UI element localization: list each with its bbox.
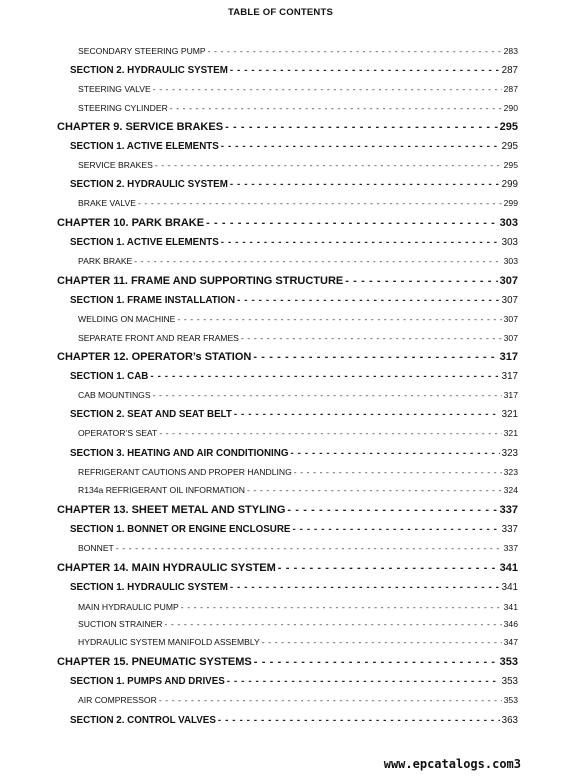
toc-page-number: 323 bbox=[501, 449, 518, 459]
toc-section-row[interactable] bbox=[70, 677, 518, 687]
toc-section-row[interactable] bbox=[70, 583, 518, 593]
toc-section-row[interactable] bbox=[70, 372, 518, 382]
toc-entry-title: SEPARATE FRONT AND REAR FRAMES bbox=[78, 334, 239, 343]
dot-leader bbox=[230, 583, 500, 593]
toc-chapter-row[interactable] bbox=[57, 122, 518, 133]
toc-entry-title: SECTION 2. HYDRAULIC SYSTEM bbox=[70, 180, 228, 190]
toc-entry-title: SECTION 2. HYDRAULIC SYSTEM bbox=[70, 66, 228, 76]
toc-item-row[interactable] bbox=[78, 620, 518, 629]
dot-leader bbox=[138, 199, 502, 208]
toc-chapter-row[interactable] bbox=[57, 657, 518, 668]
toc-entry-title: BRAKE VALVE bbox=[78, 199, 136, 208]
toc-entry-title: CHAPTER 13. SHEET METAL AND STYLING bbox=[57, 505, 286, 516]
toc-page-number: 295 bbox=[501, 142, 518, 152]
toc-entry-title: STEERING CYLINDER bbox=[78, 104, 168, 113]
toc-entry-title: OPERATOR’S SEAT bbox=[78, 429, 158, 438]
toc-entry-title: SECTION 1. CAB bbox=[70, 372, 149, 382]
dot-leader bbox=[208, 47, 502, 56]
toc-item-row[interactable] bbox=[78, 199, 518, 208]
toc-entry-title: HYDRAULIC SYSTEM MANIFOLD ASSEMBLY bbox=[78, 638, 260, 647]
dot-leader bbox=[159, 696, 502, 705]
toc-entry-title: SECTION 1. BONNET OR ENGINE ENCLOSURE bbox=[70, 525, 291, 535]
toc-item-row[interactable] bbox=[78, 391, 518, 400]
toc-item-row[interactable] bbox=[78, 315, 518, 324]
dot-leader bbox=[221, 142, 500, 152]
toc-page-number: 287 bbox=[503, 85, 518, 94]
dot-leader bbox=[177, 315, 501, 324]
toc-page-number: 337 bbox=[503, 544, 518, 553]
dot-leader bbox=[165, 620, 502, 629]
toc-entry-title: CHAPTER 12. OPERATOR’s STATION bbox=[57, 352, 252, 363]
toc-page-number: 317 bbox=[503, 391, 518, 400]
toc-section-row[interactable] bbox=[70, 296, 518, 306]
toc-item-row[interactable] bbox=[78, 696, 518, 705]
toc-entry-title: STEERING VALVE bbox=[78, 85, 151, 94]
toc-section-row[interactable] bbox=[70, 449, 518, 459]
toc-page-number: 347 bbox=[503, 638, 518, 647]
toc-entry-title: SECTION 1. ACTIVE ELEMENTS bbox=[70, 238, 219, 248]
toc-section-row[interactable] bbox=[70, 142, 518, 152]
toc-item-row[interactable] bbox=[78, 468, 518, 477]
toc-item-row[interactable] bbox=[78, 104, 518, 113]
toc-entry-title: SECTION 1. ACTIVE ELEMENTS bbox=[70, 142, 219, 152]
toc-entry-title: SERVICE BRAKES bbox=[78, 161, 153, 170]
toc-page-number: 341 bbox=[503, 603, 518, 612]
toc-item-row[interactable] bbox=[78, 486, 518, 495]
dot-leader bbox=[206, 218, 498, 229]
toc-entry-title: CHAPTER 9. SERVICE BRAKES bbox=[57, 122, 224, 133]
toc-entry-title: AIR COMPRESSOR bbox=[78, 696, 157, 705]
dot-leader bbox=[221, 238, 500, 248]
dot-leader bbox=[237, 296, 500, 306]
page-title: TABLE OF CONTENTS bbox=[227, 7, 334, 18]
toc-page-number: 353 bbox=[503, 696, 518, 705]
toc-entry-title: SECTION 1. FRAME INSTALLATION bbox=[70, 296, 236, 306]
dot-leader bbox=[278, 563, 498, 574]
dot-leader bbox=[153, 391, 502, 400]
toc-page-number: 295 bbox=[499, 122, 518, 133]
dot-leader bbox=[225, 122, 498, 133]
toc-entry-title: SECTION 3. HEATING AND AIR CONDITIONING bbox=[70, 449, 289, 459]
dot-leader bbox=[241, 334, 502, 343]
dot-leader bbox=[254, 657, 498, 668]
toc-entry-title: SECTION 2. SEAT AND SEAT BELT bbox=[70, 410, 232, 420]
dot-leader bbox=[247, 486, 502, 495]
toc-item-row[interactable] bbox=[78, 47, 518, 56]
toc-page-number: 321 bbox=[501, 410, 518, 420]
toc-item-row[interactable] bbox=[78, 161, 518, 170]
toc-chapter-row[interactable] bbox=[57, 276, 518, 287]
toc-section-row[interactable] bbox=[70, 238, 518, 248]
toc-entry-title: CAB MOUNTINGS bbox=[78, 391, 151, 400]
watermark: www.epcatalogs.com3 bbox=[383, 757, 521, 771]
toc-item-row[interactable] bbox=[78, 544, 518, 553]
toc-entry-title: CHAPTER 10. PARK BRAKE bbox=[57, 218, 205, 229]
toc-page-number: 321 bbox=[503, 429, 518, 438]
toc-entry-title: SECTION 2. CONTROL VALVES bbox=[70, 716, 216, 726]
dot-leader bbox=[134, 257, 501, 266]
toc-chapter-row[interactable] bbox=[57, 505, 518, 516]
toc-page-number: 353 bbox=[501, 677, 518, 687]
toc-page-number: 341 bbox=[501, 583, 518, 593]
dot-leader bbox=[181, 603, 502, 612]
toc-chapter-row[interactable] bbox=[57, 352, 518, 363]
toc-item-row[interactable] bbox=[78, 85, 518, 94]
toc-item-row[interactable] bbox=[78, 429, 518, 438]
toc-page-number: 307 bbox=[501, 296, 518, 306]
toc-entry-title: CHAPTER 11. FRAME AND SUPPORTING STRUCTURE bbox=[57, 276, 344, 287]
dot-leader bbox=[234, 410, 500, 420]
dot-leader bbox=[290, 449, 499, 459]
toc-item-row[interactable] bbox=[78, 257, 518, 266]
toc-section-row[interactable] bbox=[70, 410, 518, 420]
toc-page-number: 341 bbox=[499, 563, 518, 574]
toc-page-number: 299 bbox=[501, 180, 518, 190]
toc-page-number: 346 bbox=[503, 620, 518, 629]
toc-page-number: 317 bbox=[501, 372, 518, 382]
dot-leader bbox=[262, 638, 502, 647]
dot-leader bbox=[153, 85, 502, 94]
toc-page-number: 290 bbox=[503, 104, 518, 113]
toc-page-number: 303 bbox=[503, 257, 518, 266]
toc-entry-title: R134a REFRIGERANT OIL INFORMATION bbox=[78, 486, 245, 495]
toc-page-number: 353 bbox=[499, 657, 518, 668]
toc-page-number: 303 bbox=[501, 238, 518, 248]
toc-chapter-row[interactable] bbox=[57, 218, 518, 229]
toc-page-number: 307 bbox=[503, 315, 518, 324]
dot-leader bbox=[287, 505, 497, 516]
toc-page-number: 283 bbox=[503, 47, 518, 56]
toc-section-row[interactable] bbox=[70, 180, 518, 190]
toc-section-row[interactable] bbox=[70, 525, 518, 535]
toc-page-number: 307 bbox=[499, 276, 518, 287]
dot-leader bbox=[116, 544, 502, 553]
toc-entry-title: SECTION 1. PUMPS AND DRIVES bbox=[70, 677, 225, 687]
dot-leader bbox=[150, 372, 499, 382]
dot-leader bbox=[218, 716, 500, 726]
toc-entry-title: REFRIGERANT CAUTIONS AND PROPER HANDLING bbox=[78, 468, 292, 477]
toc-page-number: 363 bbox=[501, 716, 518, 726]
toc-section-row[interactable] bbox=[70, 66, 518, 76]
toc-page-number: 299 bbox=[503, 199, 518, 208]
toc-chapter-row[interactable] bbox=[57, 563, 518, 574]
toc-page-number: 303 bbox=[499, 218, 518, 229]
toc-entry-title: SUCTION STRAINER bbox=[78, 620, 163, 629]
toc-entry-title: MAIN HYDRAULIC PUMP bbox=[78, 603, 179, 612]
toc-entry-title: BONNET bbox=[78, 544, 114, 553]
toc-page-number: 287 bbox=[501, 66, 518, 76]
toc-page-number: 317 bbox=[499, 352, 518, 363]
toc-section-row[interactable] bbox=[70, 716, 518, 726]
dot-leader bbox=[230, 180, 500, 190]
toc-page-number: 337 bbox=[501, 525, 518, 535]
toc-entry-title: WELDING ON MACHINE bbox=[78, 315, 176, 324]
toc-item-row[interactable] bbox=[78, 638, 518, 647]
toc-entry-title: CHAPTER 15. PNEUMATIC SYSTEMS bbox=[57, 657, 252, 668]
toc-entry-title: CHAPTER 14. MAIN HYDRAULIC SYSTEM bbox=[57, 563, 276, 574]
toc-page-number: 337 bbox=[499, 505, 518, 516]
dot-leader bbox=[159, 429, 501, 438]
toc-page-number: 295 bbox=[503, 161, 518, 170]
dot-leader bbox=[155, 161, 502, 170]
toc-page-number: 307 bbox=[503, 334, 518, 343]
dot-leader bbox=[253, 352, 497, 363]
dot-leader bbox=[292, 525, 499, 535]
toc-page-number: 323 bbox=[503, 468, 518, 477]
dot-leader bbox=[345, 276, 497, 287]
toc-item-row[interactable] bbox=[78, 334, 518, 343]
toc-page-number: 324 bbox=[503, 486, 518, 495]
dot-leader bbox=[294, 468, 502, 477]
toc-entry-title: SECONDARY STEERING PUMP bbox=[78, 47, 206, 56]
toc-entry-title: PARK BRAKE bbox=[78, 257, 133, 266]
toc-item-row[interactable] bbox=[78, 603, 518, 612]
dot-leader bbox=[227, 677, 500, 687]
toc-entry-title: SECTION 1. HYDRAULIC SYSTEM bbox=[70, 583, 228, 593]
dot-leader bbox=[230, 66, 500, 76]
dot-leader bbox=[170, 104, 502, 113]
